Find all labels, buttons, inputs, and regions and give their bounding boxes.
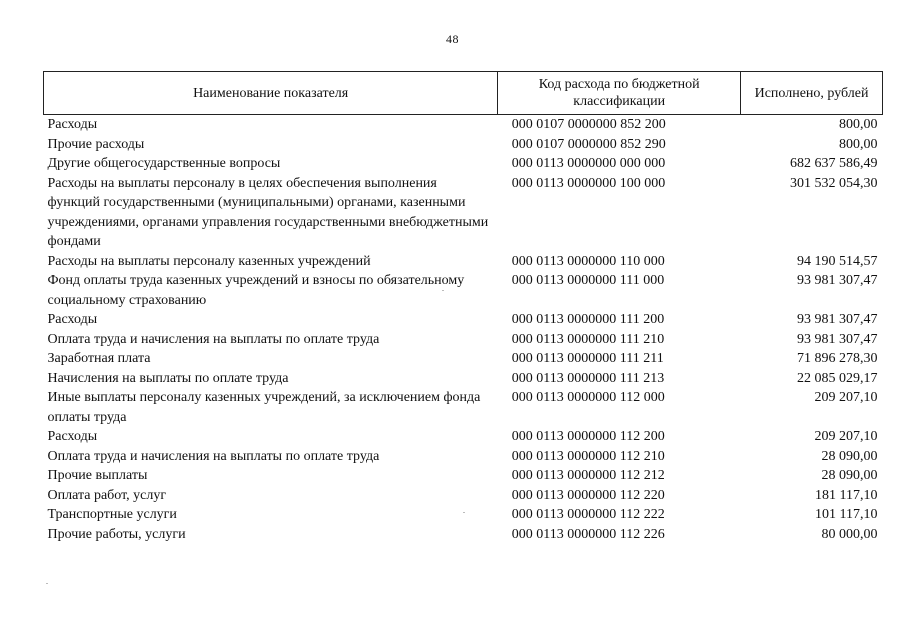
row-expense-code: 000 0113 0000000 112 220 bbox=[511, 487, 665, 503]
row-expense-code: 000 0113 0000000 111 000 bbox=[511, 273, 665, 288]
row-name: Иные выплаты персоналу казенных учреждений, за исключением фонда оплаты труда bbox=[47, 390, 481, 425]
row-executed-amount: 209 207,10 bbox=[814, 429, 878, 444]
row-name: Расходы bbox=[47, 117, 98, 132]
row-executed-amount: 682 637 586,49 bbox=[790, 156, 878, 171]
row-expense-code: 000 0113 0000000 111 200 bbox=[511, 312, 665, 327]
row-expense-code: 000 0113 0000000 112 226 bbox=[511, 526, 665, 542]
row-name: Фонд оплаты труда казенных учреждений и взносы по обязательному социальному страхованию bbox=[47, 273, 465, 308]
table-row bbox=[44, 388, 883, 427]
table-body bbox=[44, 115, 883, 545]
row-executed-amount: 209 207,10 bbox=[814, 390, 878, 405]
row-expense-code: 000 0113 0000000 110 000 bbox=[511, 253, 665, 269]
row-name: Оплата работ, услуг bbox=[47, 487, 167, 503]
row-expense-code: 000 0113 0000000 112 222 bbox=[511, 507, 665, 522]
table-row bbox=[44, 447, 883, 467]
row-expense-code: 000 0113 0000000 111 210 bbox=[511, 331, 665, 347]
header-indicator-name: Наименование показателя bbox=[44, 72, 498, 115]
row-name: Начисления на выплаты по оплате труда bbox=[47, 370, 289, 386]
header-executed-amount: Исполнено, рублей bbox=[741, 72, 883, 115]
row-expense-code: 000 0113 0000000 112 212 bbox=[511, 468, 665, 483]
scan-speck bbox=[442, 290, 444, 291]
table-row bbox=[44, 427, 883, 447]
row-name: Прочие расходы bbox=[47, 136, 145, 152]
row-expense-code: 000 0113 0000000 112 200 bbox=[511, 429, 665, 444]
row-executed-amount: 101 117,10 bbox=[815, 507, 878, 522]
row-name: Расходы bbox=[47, 312, 98, 327]
row-expense-code: 000 0113 0000000 112 210 bbox=[511, 448, 665, 464]
row-executed-amount: 800,00 bbox=[839, 117, 878, 132]
row-expense-code: 000 0113 0000000 112 000 bbox=[511, 390, 665, 405]
row-executed-amount: 28 090,00 bbox=[821, 448, 878, 464]
row-expense-code: 000 0107 0000000 852 200 bbox=[511, 117, 666, 132]
table-row bbox=[44, 271, 883, 310]
table-row bbox=[44, 310, 883, 330]
table-row bbox=[44, 525, 883, 545]
row-name: Другие общегосударственные вопросы bbox=[47, 156, 281, 171]
row-name: Транспортные услуги bbox=[47, 507, 177, 522]
page-number: 48 bbox=[446, 32, 459, 46]
row-name: Расходы на выплаты персоналу в целях обеспечения выполнения функций государственными (муниципальными) органами, казенными учреждениями, органами управления государственными внебюджетными фондами bbox=[47, 175, 489, 249]
table-row bbox=[44, 154, 883, 174]
row-name: Прочие выплаты bbox=[47, 468, 148, 483]
scan-speck bbox=[46, 583, 48, 584]
row-expense-code: 000 0113 0000000 111 211 bbox=[511, 351, 664, 366]
row-executed-amount: 93 981 307,47 bbox=[797, 331, 878, 347]
row-expense-code: 000 0113 0000000 111 213 bbox=[511, 370, 665, 386]
scan-speck bbox=[463, 512, 465, 513]
row-executed-amount: 93 981 307,47 bbox=[797, 273, 878, 288]
row-name: Заработная плата bbox=[47, 351, 151, 366]
budget-expenses-table bbox=[43, 71, 883, 544]
row-executed-amount: 22 085 029,17 bbox=[797, 370, 878, 386]
row-executed-amount: 28 090,00 bbox=[821, 468, 878, 483]
row-expense-code: 000 0107 0000000 852 290 bbox=[511, 136, 666, 152]
table-row bbox=[44, 505, 883, 525]
row-name: Расходы на выплаты персоналу казенных учреждений bbox=[47, 253, 371, 269]
row-executed-amount: 301 532 054,30 bbox=[790, 175, 878, 191]
table-row bbox=[44, 369, 883, 389]
row-name: Расходы bbox=[47, 429, 98, 444]
row-name: Оплата труда и начисления на выплаты по оплате труда bbox=[47, 448, 380, 464]
row-executed-amount: 80 000,00 bbox=[821, 526, 878, 542]
table-row bbox=[44, 252, 883, 272]
row-expense-code: 000 0113 0000000 000 000 bbox=[511, 156, 666, 171]
table-row bbox=[44, 466, 883, 486]
row-executed-amount: 181 117,10 bbox=[815, 487, 878, 503]
table-row bbox=[44, 174, 883, 252]
table-header-row bbox=[44, 72, 883, 115]
row-executed-amount: 800,00 bbox=[839, 136, 878, 152]
table-row bbox=[44, 135, 883, 155]
row-expense-code: 000 0113 0000000 100 000 bbox=[511, 175, 666, 191]
table-row bbox=[44, 349, 883, 369]
table-row bbox=[44, 330, 883, 350]
header-expense-code: Код расхода по бюджетной классификации bbox=[498, 72, 741, 115]
row-name: Прочие работы, услуги bbox=[47, 526, 186, 542]
row-executed-amount: 93 981 307,47 bbox=[797, 312, 878, 327]
row-executed-amount: 71 896 278,30 bbox=[797, 351, 878, 366]
row-executed-amount: 94 190 514,57 bbox=[797, 253, 878, 269]
table-row bbox=[44, 486, 883, 506]
row-name: Оплата труда и начисления на выплаты по оплате труда bbox=[47, 331, 380, 347]
table-row bbox=[44, 115, 883, 135]
